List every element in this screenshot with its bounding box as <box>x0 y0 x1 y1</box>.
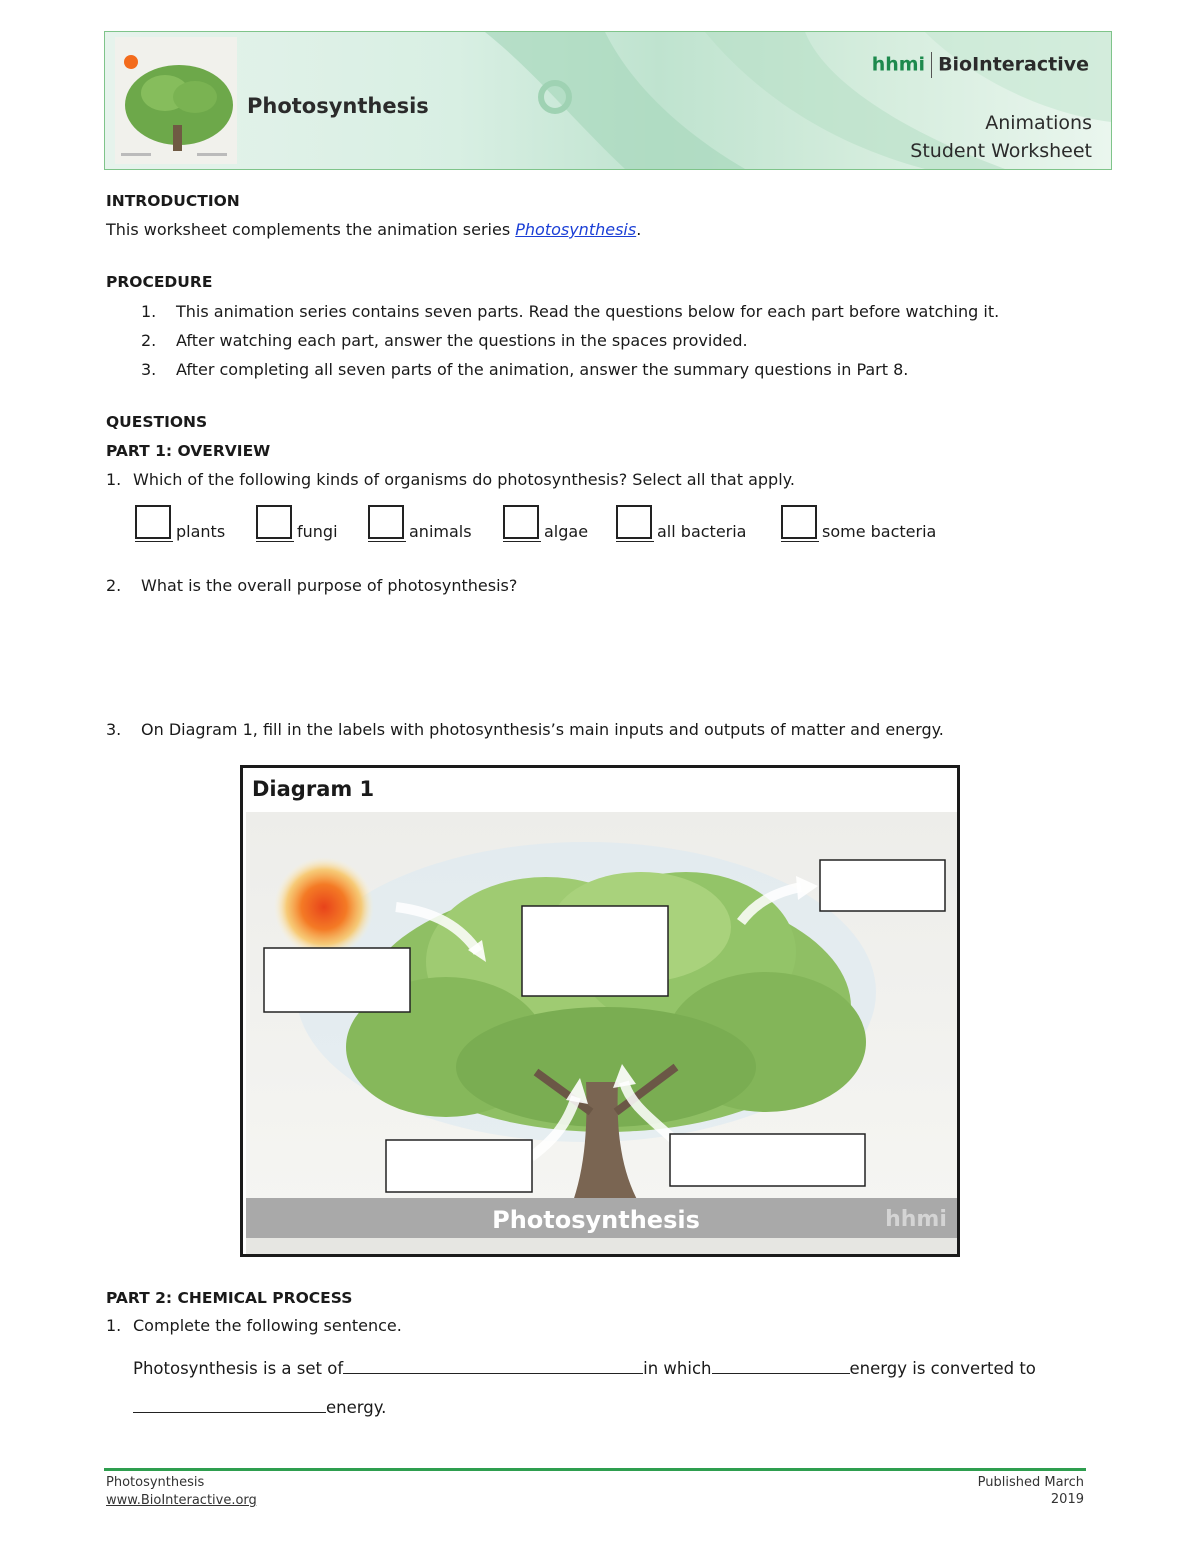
procedure-step-2: After watching each part, answer the questions in the spaces provided. <box>176 331 748 350</box>
blank-3[interactable] <box>133 1396 326 1413</box>
procedure-step-2-number: 2. <box>141 331 157 350</box>
label-box-center[interactable] <box>522 906 668 996</box>
sentence-part-c: energy is converted to <box>849 1359 1036 1378</box>
checkbox[interactable] <box>135 505 171 539</box>
footer-year: 2019 <box>1050 1492 1084 1507</box>
label-box-output[interactable] <box>820 860 945 911</box>
part2-heading: PART 2: CHEMICAL PROCESS <box>106 1289 353 1307</box>
blank-2[interactable] <box>712 1357 850 1374</box>
sentence-part-d: energy. <box>326 1398 387 1417</box>
checkbox[interactable] <box>781 505 817 539</box>
part1-q1-number: 1. <box>106 470 122 489</box>
procedure-step-1: This animation series contains seven parts. Read the questions below for each part before watching it. <box>176 302 1000 321</box>
questions-heading: QUESTIONS <box>106 413 208 431</box>
part1-q2: What is the overall purpose of photosynthesis? <box>141 576 518 595</box>
checkbox[interactable] <box>503 505 539 539</box>
option-label: fungi <box>297 522 338 541</box>
header-subtitle-worksheet: Student Worksheet <box>910 140 1092 162</box>
part2-sentence <box>133 1357 1036 1379</box>
procedure-step-3: After completing all seven parts of the animation, answer the summary questions in Part 8. <box>176 360 909 379</box>
procedure-heading: PROCEDURE <box>106 273 213 291</box>
header-banner <box>104 31 1112 170</box>
part1-q3-number: 3. <box>106 720 122 739</box>
introduction-text-before: This worksheet complements the animation series <box>106 220 516 239</box>
label-box-light-input[interactable] <box>264 948 410 1012</box>
part1-q1: Which of the following kinds of organisms do photosynthesis? Select all that apply. <box>133 470 795 489</box>
footer-divider <box>104 1468 1086 1471</box>
label-box-bottom-right[interactable] <box>670 1134 865 1186</box>
brand-name: BioInteractive <box>938 53 1089 76</box>
diagram-banner-text: Photosynthesis <box>492 1206 700 1234</box>
diagram-1 <box>240 765 960 1257</box>
procedure-step-3-number: 3. <box>141 360 157 379</box>
photosynthesis-link[interactable]: Photosynthesis <box>515 220 637 239</box>
tree-thumbnail-image <box>115 37 237 164</box>
introduction-text <box>106 220 641 240</box>
option-label: animals <box>409 522 472 541</box>
diagram-title: Diagram 1 <box>252 777 375 801</box>
brand-hhmi: hhmi <box>871 53 926 76</box>
part1-heading: PART 1: OVERVIEW <box>106 442 271 460</box>
option-label: plants <box>176 522 226 541</box>
photosynthesis-tree-illustration <box>246 812 957 1254</box>
checkbox[interactable] <box>616 505 652 539</box>
procedure-step-1-number: 1. <box>141 302 157 321</box>
footer-title: Photosynthesis <box>106 1475 205 1490</box>
sentence-part-a: Photosynthesis is a set of <box>133 1359 344 1378</box>
option-label: all bacteria <box>657 522 747 541</box>
diagram-hhmi-watermark: hhmi <box>885 1207 947 1232</box>
option-label: algae <box>544 522 589 541</box>
introduction-text-after: . <box>636 220 642 239</box>
sentence-part-b: in which <box>643 1359 712 1378</box>
part1-q2-number: 2. <box>106 576 122 595</box>
part1-q3: On Diagram 1, fill in the labels with photosynthesis’s main inputs and outputs of matter and energy. <box>141 720 944 739</box>
blank-1[interactable] <box>343 1357 643 1374</box>
page-title: Photosynthesis <box>247 94 429 118</box>
introduction-heading: INTRODUCTION <box>106 192 240 210</box>
checkbox[interactable] <box>368 505 404 539</box>
footer-website-link[interactable]: www.BioInteractive.org <box>106 1493 257 1508</box>
label-box-bottom-left[interactable] <box>386 1140 532 1192</box>
hhmi-biointeractive-logo <box>872 52 1089 78</box>
part2-sentence-line2 <box>133 1396 386 1418</box>
option-label: some bacteria <box>822 522 937 541</box>
part2-q1: Complete the following sentence. <box>133 1316 402 1335</box>
footer-published: Published March <box>977 1475 1084 1490</box>
part2-q1-number: 1. <box>106 1316 122 1335</box>
checkbox[interactable] <box>256 505 292 539</box>
header-subtitle-animations: Animations <box>985 112 1092 134</box>
